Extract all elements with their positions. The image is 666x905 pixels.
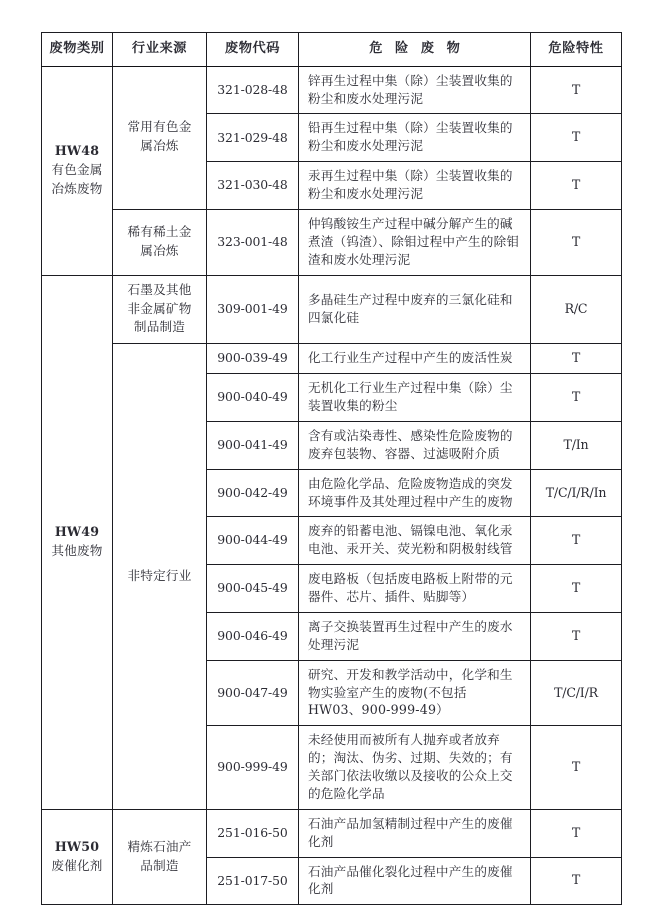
hazard-property-text: R/C	[564, 301, 588, 316]
waste-description-text: 废电路板（包括废电路板上附带的元器件、芯片、插件、贴脚等）	[308, 571, 513, 605]
cell-waste-code	[207, 344, 299, 374]
waste-code-text: 309-001-49	[217, 301, 288, 317]
waste-category-text	[42, 137, 112, 205]
industry-source-text	[113, 113, 206, 162]
cell-waste-code	[207, 857, 299, 905]
cell-waste-code	[207, 660, 299, 726]
cell-waste-code	[207, 114, 299, 162]
hazard-property-text: T	[571, 389, 581, 405]
cell-waste-code	[207, 374, 299, 422]
industry-source-text	[113, 218, 206, 267]
waste-code-text: 900-044-49	[217, 532, 288, 548]
cell-hazard-property	[531, 374, 622, 422]
cell-hazard-property	[531, 209, 622, 275]
waste-description-text: 多晶硅生产过程中废弃的三氯化硅和四氯化硅	[308, 292, 513, 325]
column-header-waste	[299, 33, 531, 67]
hazard-property-text: T	[571, 759, 581, 775]
waste-code-text: 900-039-49	[217, 350, 288, 366]
cell-hazard-property	[531, 114, 622, 162]
table-row	[42, 275, 622, 344]
hazard-property-text: T/C/I/R	[554, 684, 598, 700]
cell-waste-code	[207, 275, 299, 344]
cell-waste-category	[42, 66, 113, 275]
cell-waste-description	[299, 66, 531, 114]
cell-waste-description	[299, 726, 531, 810]
cell-industry-source	[113, 809, 207, 905]
cell-waste-code	[207, 209, 299, 275]
cell-waste-code	[207, 469, 299, 517]
waste-code-text: 900-999-49	[217, 759, 288, 775]
cell-waste-description	[299, 275, 531, 344]
waste-code-text: 900-041-49	[217, 436, 288, 452]
hazard-property-text: T	[571, 129, 581, 145]
cell-hazard-property	[531, 612, 622, 660]
waste-description-text: 石油产品加氢精制过程中产生的废催化剂	[308, 815, 513, 849]
column-header-hazard	[531, 33, 622, 67]
waste-code-text: 321-029-48	[217, 129, 288, 145]
cell-hazard-property	[531, 344, 622, 374]
industry-source-line-1: 石墨及其他	[127, 281, 192, 297]
table-header	[42, 33, 622, 67]
industry-source-line-1: 常用有色金	[127, 119, 192, 135]
waste-code-text: 900-047-49	[217, 684, 288, 700]
industry-source-line-2: 品制造	[140, 857, 179, 873]
hazard-property-text: T	[571, 81, 581, 97]
waste-description-text: 由危险化学品、危险废物造成的突发环境事件及其处理过程中产生的废物	[308, 475, 513, 509]
waste-description-text: 锌再生过程中集（除）尘装置收集的粉尘和废水处理污泥	[308, 72, 513, 106]
industry-source-line-1: 非特定行业	[127, 567, 192, 583]
waste-description-text: 铅再生过程中集（除）尘装置收集的粉尘和废水处理污泥	[308, 120, 513, 154]
table-header-row	[42, 33, 622, 67]
waste-category-name-line-1: 废催化剂	[51, 857, 103, 873]
cell-hazard-property	[531, 660, 622, 726]
cell-waste-description	[299, 469, 531, 517]
hazardous-waste-catalog-table	[41, 32, 622, 905]
hazard-property-text: T	[571, 580, 581, 596]
hazard-property-text: T	[571, 824, 581, 840]
waste-description-text: 无机化工行业生产过程中集（除）尘装置收集的粉尘	[308, 380, 513, 414]
waste-code-text: 900-040-49	[217, 389, 288, 405]
waste-description-text: 未经使用而被所有人抛弃或者放弃的；淘汰、伪劣、过期、失效的；有关部门依法收缴以及接收的公众上交的危险化学品	[308, 732, 513, 801]
waste-category-name-line-2: 冶炼废物	[51, 180, 103, 196]
cell-waste-code	[207, 517, 299, 565]
cell-industry-source	[113, 66, 207, 209]
cell-hazard-property	[531, 857, 622, 905]
cell-industry-source	[113, 209, 207, 275]
industry-source-text	[113, 562, 206, 592]
cell-waste-code	[207, 726, 299, 810]
waste-category-code: HW50	[54, 838, 100, 854]
hazard-property-text: T	[571, 872, 581, 888]
industry-source-line-1: 稀有稀土金	[127, 223, 192, 239]
industry-source-line-2: 属冶炼	[140, 138, 179, 154]
column-header-industry	[113, 33, 207, 67]
industry-source-line-1: 精炼石油产	[127, 838, 192, 854]
cell-hazard-property	[531, 162, 622, 210]
column-header-category-label: 废物类别	[49, 41, 105, 56]
cell-hazard-property	[531, 469, 622, 517]
hazard-property-text: T	[571, 627, 581, 643]
column-header-industry-label: 行业来源	[131, 41, 188, 56]
industry-source-line-2: 属冶炼	[140, 242, 179, 258]
cell-waste-code	[207, 809, 299, 857]
column-header-waste-label: 危 险 废 物	[369, 41, 464, 56]
waste-description-text: 石油产品催化裂化过程中产生的废催化剂	[308, 863, 513, 897]
waste-description-text: 研究、开发和教学活动中，化学和生物实验室产生的废物(不包括 HW03、900-999-49）	[308, 666, 513, 718]
hazard-property-text: T/C/I/R/In	[545, 484, 607, 500]
industry-source-line-3: 制品制造	[133, 319, 186, 335]
table-row	[42, 209, 622, 275]
cell-hazard-property	[531, 809, 622, 857]
cell-waste-category	[42, 275, 113, 809]
cell-waste-description	[299, 162, 531, 210]
waste-description-text: 离子交换装置再生过程中产生的废水处理污泥	[308, 618, 513, 652]
cell-hazard-property	[531, 421, 622, 469]
waste-code-text: 900-045-49	[217, 580, 288, 596]
cell-waste-code	[207, 565, 299, 613]
cell-waste-description	[299, 209, 531, 275]
cell-waste-description	[299, 857, 531, 905]
cell-waste-description	[299, 421, 531, 469]
waste-code-text: 321-028-48	[217, 81, 288, 97]
waste-code-text: 251-017-50	[217, 872, 288, 888]
waste-category-text	[42, 833, 112, 882]
cell-waste-description	[299, 565, 531, 613]
hazard-property-text: T	[571, 350, 581, 366]
cell-waste-description	[299, 374, 531, 422]
waste-category-name-line-1: 其他废物	[51, 542, 103, 558]
waste-code-text: 251-016-50	[217, 824, 288, 840]
cell-waste-description	[299, 660, 531, 726]
hazard-property-text: T	[571, 532, 581, 548]
cell-hazard-property	[531, 726, 622, 810]
waste-description-text: 含有或沾染毒性、感染性危险废物的废弃包装物、容器、过滤吸附介质	[308, 427, 513, 461]
waste-description-text: 废弃的铅蓄电池、镉镍电池、氧化汞电池、汞开关、荧光粉和阴极射线管	[308, 523, 513, 557]
table-row	[42, 66, 622, 114]
hazard-property-text: T/In	[563, 436, 589, 452]
cell-waste-code	[207, 612, 299, 660]
waste-code-text: 900-046-49	[217, 627, 288, 643]
cell-waste-description	[299, 809, 531, 857]
hazard-property-text: T	[571, 233, 581, 249]
cell-waste-code	[207, 421, 299, 469]
waste-code-text: 323-001-48	[217, 233, 288, 249]
table-row	[42, 809, 622, 857]
waste-description-text: 仲钨酸铵生产过程中碱分解产生的碱煮渣（钨渣）、除钼过程中产生的除钼渣和废水处理污泥	[308, 215, 520, 267]
cell-waste-code	[207, 66, 299, 114]
cell-waste-description	[299, 517, 531, 565]
hazardous-waste-table-container	[41, 32, 621, 905]
cell-waste-description	[299, 114, 531, 162]
cell-industry-source	[113, 275, 207, 344]
waste-category-text	[42, 518, 112, 567]
waste-description-text: 化工行业生产过程中产生的废活性炭	[308, 350, 513, 366]
waste-code-text: 321-030-48	[217, 177, 288, 193]
column-header-category	[42, 33, 113, 67]
cell-hazard-property	[531, 66, 622, 114]
column-header-hazard-label: 危险特性	[548, 41, 604, 56]
industry-source-text	[113, 276, 206, 344]
waste-category-code: HW49	[54, 523, 100, 539]
industry-source-line-2: 非金属矿物	[127, 300, 192, 316]
table-body	[42, 66, 622, 905]
cell-hazard-property	[531, 565, 622, 613]
waste-code-text: 900-042-49	[217, 484, 288, 500]
industry-source-text	[113, 833, 206, 882]
table-row	[42, 344, 622, 374]
cell-hazard-property	[531, 517, 622, 565]
cell-waste-description	[299, 612, 531, 660]
column-header-code	[207, 33, 299, 67]
column-header-code-label: 废物代码	[224, 41, 281, 56]
waste-category-name-line-1: 有色金属	[51, 161, 103, 177]
cell-waste-description	[299, 344, 531, 374]
waste-category-code: HW48	[54, 142, 100, 158]
cell-industry-source	[113, 344, 207, 810]
cell-waste-code	[207, 162, 299, 210]
cell-hazard-property	[531, 275, 622, 344]
waste-description-text: 汞再生过程中集（除）尘装置收集的粉尘和废水处理污泥	[308, 168, 513, 202]
cell-waste-category	[42, 809, 113, 905]
hazard-property-text: T	[571, 177, 581, 193]
